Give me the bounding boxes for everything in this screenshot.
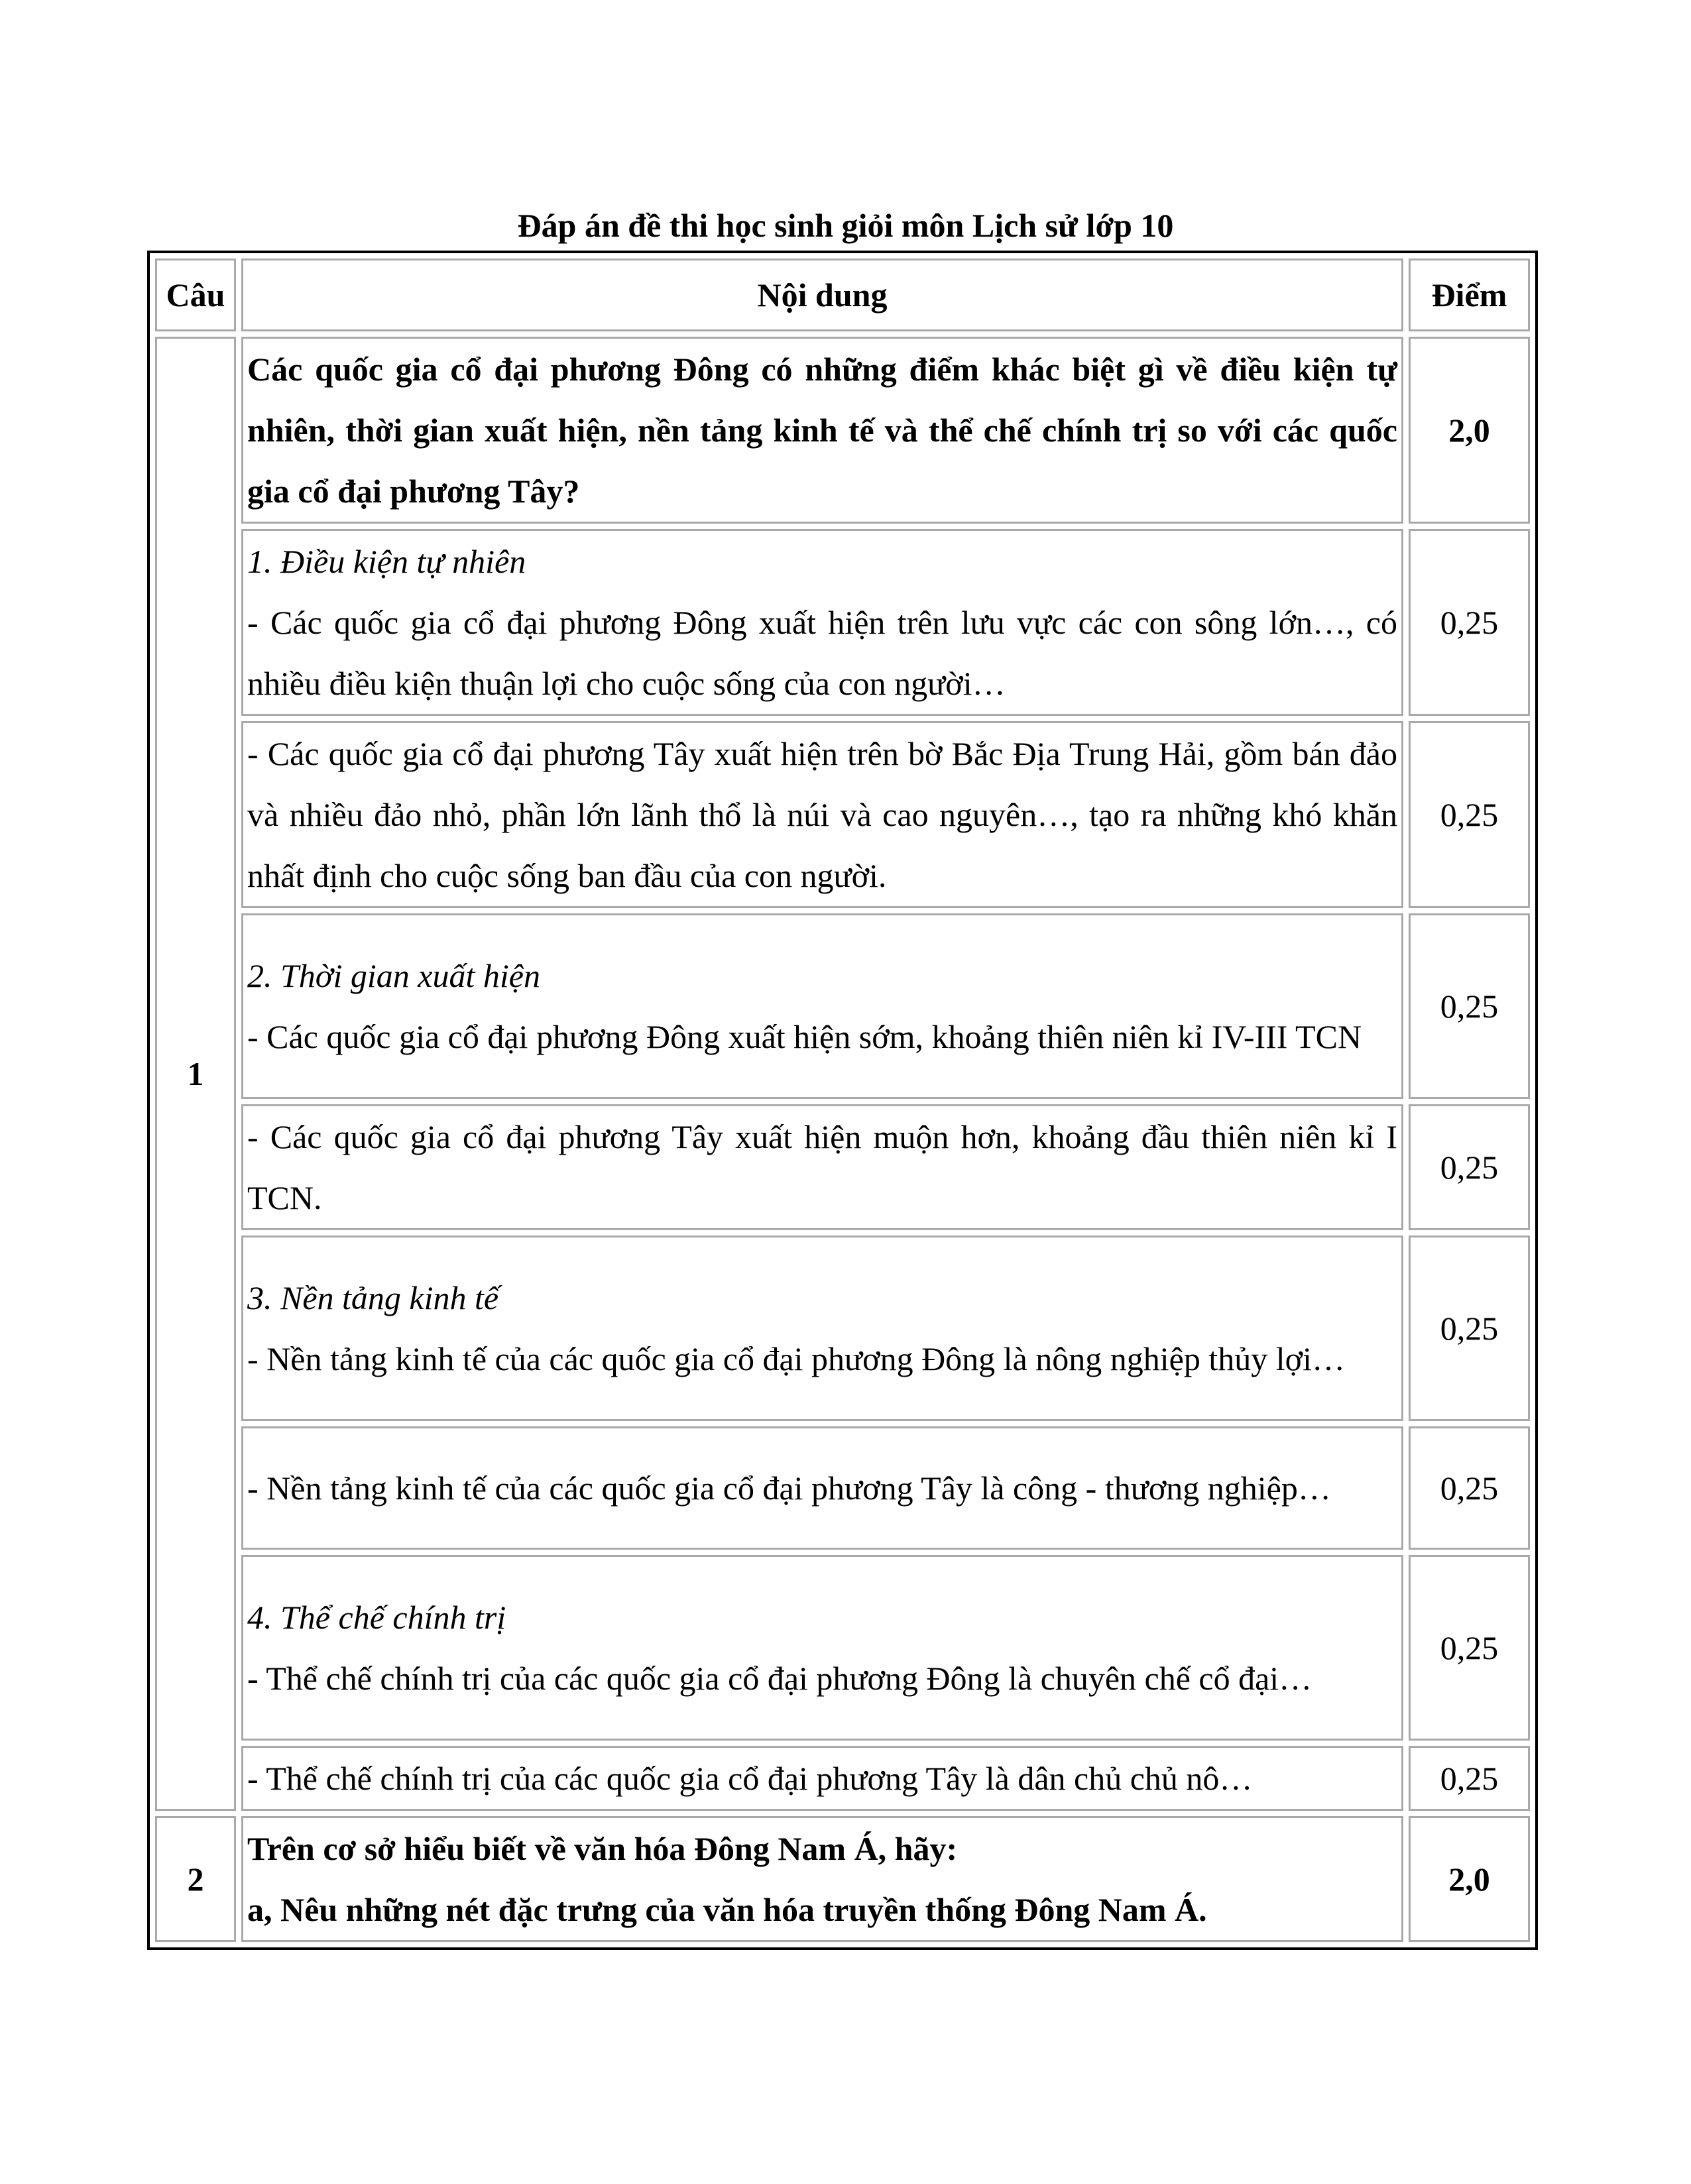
header-cau: Câu: [155, 259, 236, 331]
table-row: [155, 913, 1530, 1099]
table-row: [155, 529, 1530, 716]
answer-text: - Thể chế chính trị của các quốc gia cổ đại phương Đông là chuyên chế cổ đại…: [247, 1660, 1312, 1697]
answer-score: 0,25: [1409, 1555, 1530, 1741]
answer-subheading: 2. Thời gian xuất hiện: [247, 957, 540, 994]
answer-text: - Thể chế chính trị của các quốc gia cổ đại phương Tây là dân chủ chủ nô…: [247, 1760, 1253, 1797]
answer-cell: [241, 721, 1403, 908]
q2-number: 2: [155, 1816, 236, 1942]
q1-number: 1: [155, 337, 236, 1811]
page-title: Đáp án đề thi học sinh giỏi môn Lịch sử lớp 10: [517, 207, 1174, 244]
answer-score: 0,25: [1409, 1104, 1530, 1230]
answer-score: 0,25: [1409, 721, 1530, 908]
answer-subheading: 4. Thể chế chính trị: [247, 1599, 506, 1636]
answer-text: - Các quốc gia cổ đại phương Đông xuất hiện sớm, khoảng thiên niên kỉ IV-III TCN: [247, 1018, 1362, 1055]
table-row: [155, 1236, 1530, 1421]
table-row: [155, 1746, 1530, 1811]
answer-score: 0,25: [1409, 529, 1530, 716]
q1-question-row: [155, 337, 1530, 524]
q2-question-row: [155, 1816, 1530, 1942]
header-score: Điểm: [1409, 259, 1530, 331]
q2-question-line1: Trên cơ sở hiểu biết về văn hóa Đông Nam Á, hãy:: [247, 1830, 958, 1867]
table-row: [155, 721, 1530, 908]
q1-question-text: Các quốc gia cổ đại phương Đông có những điểm khác biệt gì về điều kiện tự nhiên, thời gian xuất hiện, nền tảng kinh tế và thể chế chính trị so với các quốc gia cổ đại phương Tây?: [241, 337, 1403, 524]
answer-score: 0,25: [1409, 1746, 1530, 1811]
answer-cell: [241, 1236, 1403, 1421]
answer-cell: [241, 529, 1403, 716]
q2-question-cell: [241, 1816, 1403, 1942]
answer-cell: [241, 1104, 1403, 1230]
answer-text: - Nền tảng kinh tế của các quốc gia cổ đại phương Đông là nông nghiệp thủy lợi…: [247, 1340, 1345, 1377]
answer-score: 0,25: [1409, 1236, 1530, 1421]
table-row: [155, 1426, 1530, 1550]
q1-question-score: 2,0: [1409, 337, 1530, 524]
answer-score: 0,25: [1409, 913, 1530, 1099]
answer-subheading: 3. Nền tảng kinh tế: [247, 1279, 499, 1316]
answer-text: - Các quốc gia cổ đại phương Tây xuất hiện muộn hơn, khoảng đầu thiên niên kỉ I TCN.: [247, 1118, 1397, 1216]
table-row: [155, 1555, 1530, 1741]
table-header-row: [155, 259, 1530, 331]
q2-question-line2: a, Nêu những nét đặc trưng của văn hóa truyền thống Đông Nam Á.: [247, 1891, 1207, 1928]
answer-text: - Nền tảng kinh tế của các quốc gia cổ đại phương Tây là công - thương nghiệp…: [247, 1469, 1331, 1507]
answer-text: - Các quốc gia cổ đại phương Đông xuất hiện trên lưu vực các con sông lớn…, có nhiều điều kiện thuận lợi cho cuộc sống của con người…: [247, 604, 1397, 702]
answer-cell: [241, 1426, 1403, 1550]
answer-subheading: 1. Điều kiện tự nhiên: [247, 543, 526, 580]
header-content: Nội dung: [241, 259, 1403, 331]
q2-question-score: 2,0: [1409, 1816, 1530, 1942]
answer-cell: [241, 913, 1403, 1099]
answer-cell: [241, 1555, 1403, 1741]
answer-text: - Các quốc gia cổ đại phương Tây xuất hiện trên bờ Bắc Địa Trung Hải, gồm bán đảo và nhiều đảo nhỏ, phần lớn lãnh thổ là núi và cao nguyên…, tạo ra những khó khăn nhất định cho cuộc sống ban đầu của con người.: [247, 735, 1397, 894]
answer-score: 0,25: [1409, 1426, 1530, 1550]
answer-cell: [241, 1746, 1403, 1811]
table-row: [155, 1104, 1530, 1230]
answer-table: [147, 251, 1538, 1950]
